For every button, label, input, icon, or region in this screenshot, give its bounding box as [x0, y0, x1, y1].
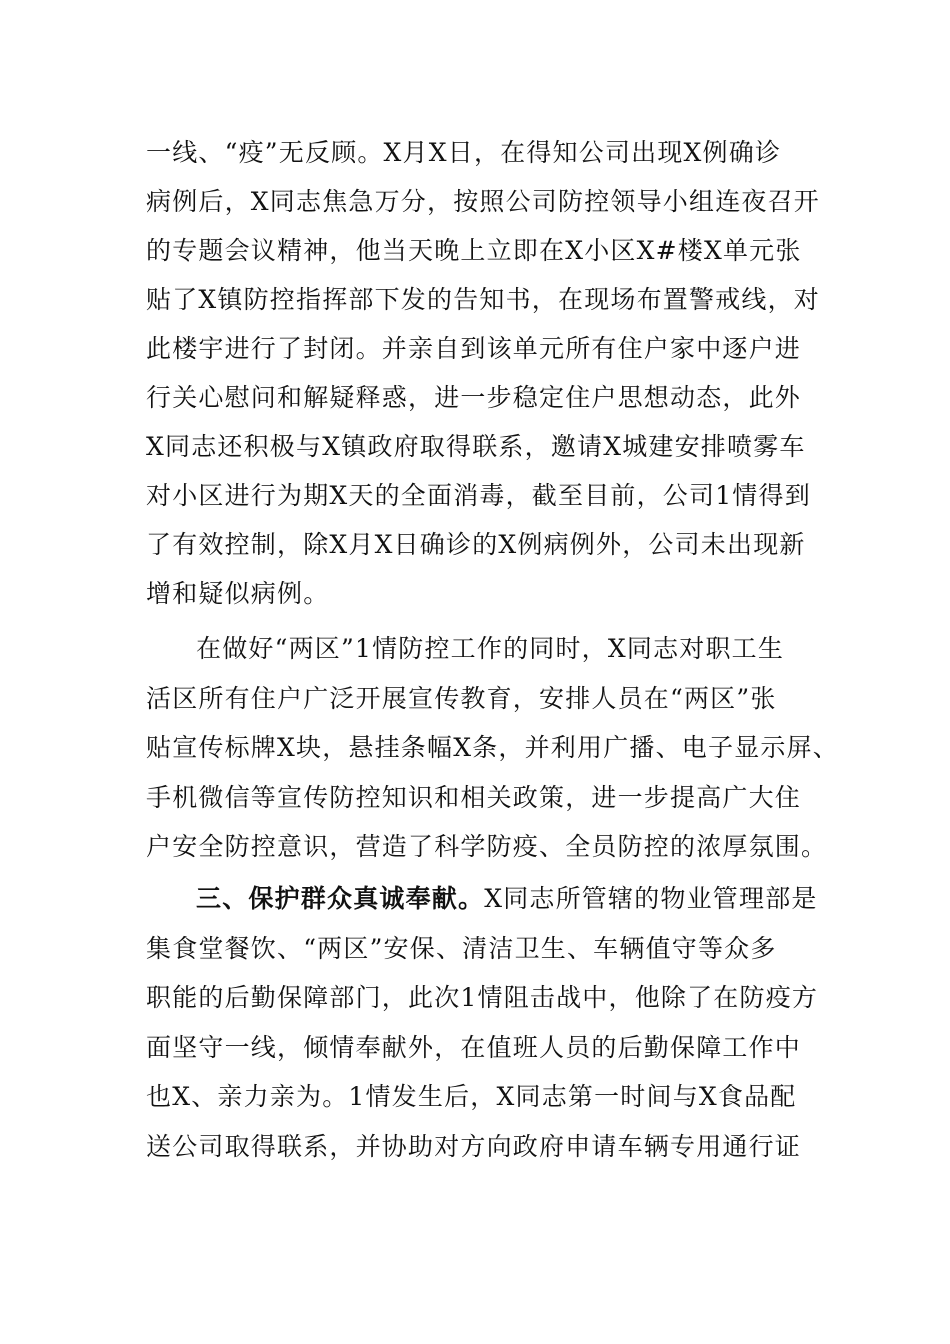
paragraph-1-line-1: 一线、“疫”无反顾。X月X日，在得知公司出现X例确诊: [146, 138, 782, 167]
paragraph-1-line-10: 增和疑似病例。: [146, 579, 330, 608]
paragraph-1-line-3: 的专题会议精神，他当天晚上立即在X小区X#楼X单元张: [146, 236, 802, 265]
paragraph-1-line-8: 对小区进行为期X天的全面消毒，截至目前，公司1情得到: [146, 481, 811, 510]
paragraph-3-line-4: 面坚守一线，倾情奉献外，在值班人员的后勤保障工作中: [146, 1033, 802, 1062]
paragraph-3-line-1-text: X同志所管辖的物业管理部是: [484, 884, 818, 913]
paragraph-1-line-6: 行关心慰问和解疑释惑，进一步稳定住户思想动态，此外: [146, 383, 802, 412]
paragraph-3-line-3: 职能的后勤保障部门，此次1情阻击战中，他除了在防疫方: [146, 983, 819, 1012]
paragraph-1-line-4: 贴了X镇防控指挥部下发的告知书，在现场布置警戒线，对: [146, 285, 821, 314]
paragraph-1-line-7: X同志还积极与X镇政府取得联系，邀请X城建安排喷雾车: [146, 432, 806, 461]
paragraph-1-line-9: 了有效控制，除X月X日确诊的X例病例外，公司未出现新: [146, 530, 806, 559]
paragraph-3-line-6: 送公司取得联系，并协助对方向政府申请车辆专用通行证: [146, 1132, 802, 1161]
paragraph-2-line-5: 户安全防控意识，营造了科学防疫、全员防控的浓厚氛围。: [146, 832, 828, 861]
paragraph-2-line-3: 贴宣传标牌X块，悬挂条幅X条，并利用广播、电子显示屏、: [146, 733, 839, 762]
paragraph-3-line-1: [196, 874, 916, 923]
paragraph-1-line-2: 病例后，X同志焦急万分，按照公司防控领导小组连夜召开: [146, 187, 821, 216]
paragraph-2-line-1: 在做好“两区”1情防控工作的同时，X同志对职工生: [196, 634, 785, 663]
paragraph-3-line-2: 集食堂餐饮、“两区”安保、清洁卫生、车辆值守等众多: [146, 934, 777, 963]
paragraph-3-line-5: 也X、亲力亲为。1情发生后，X同志第一时间与X食品配: [146, 1082, 797, 1111]
paragraph-1-line-5: 此楼宇进行了封闭。并亲自到该单元所有住户家中逐户进: [146, 334, 802, 363]
paragraph-2-line-4: 手机微信等宣传防控知识和相关政策，进一步提高广大住: [146, 783, 802, 812]
paragraph-2-line-2: 活区所有住户广泛开展宣传教育，安排人员在“两区”张: [146, 684, 777, 713]
section-heading: 三、保护群众真诚奉献。: [196, 884, 485, 913]
